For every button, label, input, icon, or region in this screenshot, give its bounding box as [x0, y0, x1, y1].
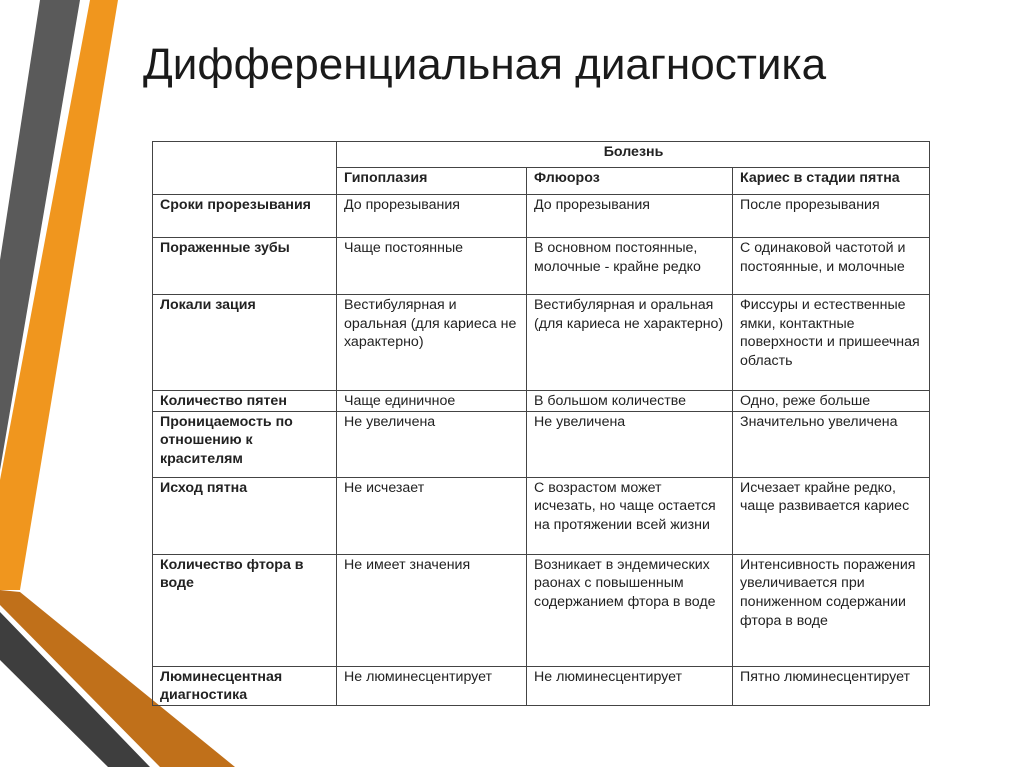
row-label: Сроки прорезывания: [153, 195, 337, 238]
table-cell: До прорезывания: [527, 195, 733, 238]
column-header: Кариес в стадии пятна: [733, 168, 930, 195]
table-row: [153, 411, 930, 477]
row-label: Проницаемость по отношению к красителям: [153, 411, 337, 477]
table-cell: В основном постоянные, молочные - крайне редко: [527, 238, 733, 295]
row-label: Люминесцентная диагностика: [153, 666, 337, 705]
table-cell: После прорезывания: [733, 195, 930, 238]
table-cell: Одно, реже больше: [733, 391, 930, 412]
table-row: [153, 238, 930, 295]
table-cell: Фиссуры и естественные ямки, контактные поверхности и пришеечная область: [733, 295, 930, 391]
slide-title: Дифференциальная диагностика: [143, 40, 827, 89]
row-label: Количество фтора в воде: [153, 554, 337, 666]
table-cell: Интенсивность поражения увеличивается при пониженном содержании фтора в воде: [733, 554, 930, 666]
row-label: Количество пятен: [153, 391, 337, 412]
column-header: Флюороз: [527, 168, 733, 195]
table-row: [153, 666, 930, 705]
table-cell: Чаще единичное: [337, 391, 527, 412]
table-cell: Исчезает крайне редко, чаще развивается кариес: [733, 477, 930, 554]
table-row: [153, 554, 930, 666]
table-cell: С возрастом может исчезать, но чаще остается на протяжении всей жизни: [527, 477, 733, 554]
table-cell: Вестибулярная и оральная (для кариеса не характерно): [527, 295, 733, 391]
table-row: [153, 295, 930, 391]
table-cell: Не люминесцентирует: [337, 666, 527, 705]
table-cell: С одинаковой частотой и постоянные, и молочные: [733, 238, 930, 295]
row-label: Пораженные зубы: [153, 238, 337, 295]
table-cell: В большом количестве: [527, 391, 733, 412]
row-label: Локали зация: [153, 295, 337, 391]
table-cell: До прорезывания: [337, 195, 527, 238]
differential-diagnosis-table: [152, 141, 930, 706]
table-cell: Не исчезает: [337, 477, 527, 554]
table-cell: Пятно люминесцентирует: [733, 666, 930, 705]
table-row: [153, 477, 930, 554]
table-cell: Не имеет значения: [337, 554, 527, 666]
table-cell: Значительно увеличена: [733, 411, 930, 477]
empty-corner-cell: [153, 142, 337, 195]
table-cell: Вестибулярная и оральная (для кариеса не характерно): [337, 295, 527, 391]
group-header: Болезнь: [337, 142, 930, 168]
table-cell: Возникает в эндемических раонах с повышенным содержанием фтора в воде: [527, 554, 733, 666]
table-cell: Не увеличена: [337, 411, 527, 477]
table-row: [153, 391, 930, 412]
table-row: [153, 195, 930, 238]
table-cell: Не увеличена: [527, 411, 733, 477]
table-cell: Не люминесцентирует: [527, 666, 733, 705]
row-label: Исход пятна: [153, 477, 337, 554]
table-cell: Чаще постоянные: [337, 238, 527, 295]
column-header: Гипоплазия: [337, 168, 527, 195]
